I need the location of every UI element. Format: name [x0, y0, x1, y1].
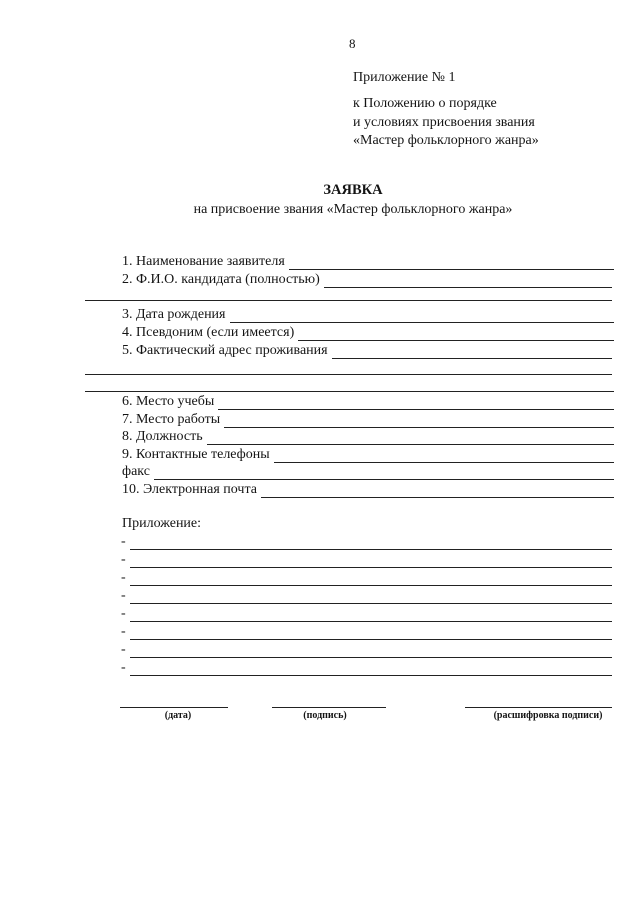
- attachment-blank-line: [130, 663, 612, 676]
- attachment-item: [121, 624, 612, 640]
- attachment-dash: -: [121, 660, 126, 675]
- attachment-item: [121, 552, 612, 568]
- attachment-dash: -: [121, 606, 126, 621]
- attachment-dash: -: [121, 552, 126, 567]
- field-blank-line: [274, 450, 614, 463]
- continuation-line: [85, 374, 612, 375]
- field-label: 1. Наименование заявителя: [122, 254, 285, 269]
- continuation-line: [85, 300, 612, 301]
- name-decoding-label: (расшифровка подписи): [493, 710, 603, 721]
- field-blank-line: [332, 346, 612, 359]
- signature-line: [272, 707, 386, 708]
- field-candidate-fullname: [122, 272, 612, 288]
- field-birth-date: [122, 307, 614, 323]
- date-signature-line: [120, 707, 228, 708]
- appendix-line: «Мастер фольклорного жанра»: [353, 133, 539, 148]
- field-blank-line: [261, 485, 614, 498]
- field-blank-line: [289, 257, 614, 270]
- continuation-line: [85, 391, 614, 392]
- form-title: ЗАЯВКА: [323, 182, 383, 198]
- attachment-blank-line: [130, 555, 612, 568]
- field-blank-line: [324, 275, 612, 288]
- attachment-dash: -: [121, 534, 126, 549]
- field-blank-line: [224, 415, 614, 428]
- appendix-title: Приложение № 1: [353, 70, 456, 85]
- name-decoding-line: [465, 707, 612, 708]
- form-subtitle: на присвоение звания «Мастер фольклорного жанра»: [193, 202, 513, 217]
- attachment-item: [121, 588, 612, 604]
- attachment-blank-line: [130, 573, 612, 586]
- field-position: [122, 429, 614, 445]
- field-blank-line: [230, 310, 615, 323]
- attachment-dash: -: [121, 588, 126, 603]
- attachment-item: [121, 606, 612, 622]
- attachment-blank-line: [130, 537, 612, 550]
- signature-label: (подпись): [303, 710, 347, 721]
- attachment-blank-line: [130, 627, 612, 640]
- field-email: [122, 482, 614, 498]
- appendix-line: к Положению о порядке: [353, 96, 497, 111]
- attachment-item: [121, 570, 612, 586]
- field-label: 5. Фактический адрес проживания: [122, 343, 328, 358]
- attachment-item: [121, 534, 612, 550]
- field-label: 10. Электронная почта: [122, 482, 257, 497]
- attachment-dash: -: [121, 570, 126, 585]
- attachment-dash: -: [121, 624, 126, 639]
- field-label: факс: [122, 464, 150, 479]
- attachment-dash: -: [121, 642, 126, 657]
- field-label: 2. Ф.И.О. кандидата (полностью): [122, 272, 320, 287]
- page-number: 8: [349, 36, 356, 51]
- field-blank-line: [207, 432, 614, 445]
- appendix-line: и условиях присвоения звания: [353, 115, 535, 130]
- attachment-item: [121, 660, 612, 676]
- field-study-place: [122, 394, 614, 410]
- attachment-blank-line: [130, 609, 612, 622]
- field-label: 4. Псевдоним (если имеется): [122, 325, 295, 340]
- field-pseudonym: [122, 325, 614, 341]
- attachments-label: Приложение:: [122, 516, 202, 531]
- attachment-blank-line: [130, 645, 612, 658]
- field-work-place: [122, 412, 614, 428]
- field-label: 3. Дата рождения: [122, 307, 226, 322]
- field-blank-line: [154, 467, 614, 480]
- field-label: 8. Должность: [122, 429, 203, 444]
- field-actual-address: [122, 343, 612, 359]
- attachment-blank-line: [130, 591, 612, 604]
- field-label: 9. Контактные телефоны: [122, 447, 270, 462]
- field-label: 6. Место учебы: [122, 394, 215, 409]
- field-contact-phones: [122, 447, 614, 463]
- field-fax: [122, 464, 614, 480]
- field-applicant-name: [122, 254, 614, 270]
- field-blank-line: [218, 397, 614, 410]
- attachment-item: [121, 642, 612, 658]
- date-label: (дата): [164, 710, 192, 721]
- field-blank-line: [298, 328, 614, 341]
- field-label: 7. Место работы: [122, 412, 221, 427]
